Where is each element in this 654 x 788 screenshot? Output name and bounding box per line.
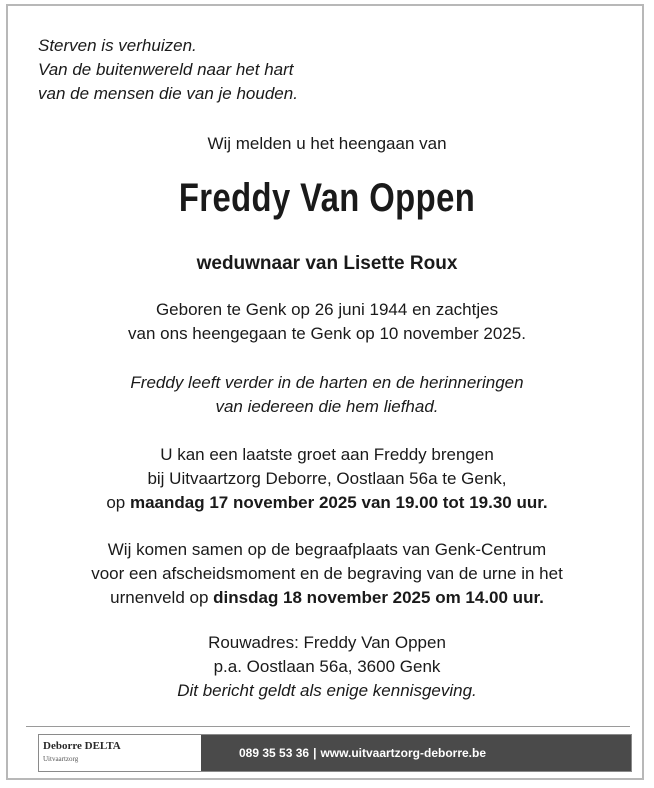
poem-line: Van de buitenwereld naar het hart <box>38 60 294 79</box>
poem-line: van de mensen die van je houden. <box>38 84 298 103</box>
memory-line: van iedereen die hem liefhad. <box>215 397 439 416</box>
visit-suffix: . <box>542 493 548 512</box>
visit-datetime: maandag 17 november 2025 van 19.00 tot 19.30 uur <box>129 493 543 512</box>
intro-text: Wij melden u het heengaan van <box>207 134 447 153</box>
visit-line <box>0 491 654 515</box>
logo-text: Deborre DELTA <box>43 740 121 752</box>
visit-line: U kan een laatste groet aan Freddy brengen <box>160 445 494 464</box>
funeral-line: voor een afscheidsmoment en de begraving van de urne in het <box>91 564 563 583</box>
visit-line: bij Uitvaartzorg Deborre, Oostlaan 56a te Genk, <box>147 469 507 488</box>
funeral-paragraph <box>0 538 654 610</box>
contact-separator: | <box>313 746 317 760</box>
address-line: p.a. Oostlaan 56a, 3600 Genk <box>213 657 441 676</box>
website-link[interactable]: www.uitvaartzorg-deborre.be <box>320 746 487 760</box>
funeral-prefix: urnenveld op <box>110 588 214 607</box>
footer-divider <box>26 726 630 727</box>
contact-bar <box>201 735 631 771</box>
phone-number: 089 35 53 36 <box>239 746 310 760</box>
birth-line: van ons heengegaan te Genk op 10 november 2025. <box>128 324 526 343</box>
poem-line: Sterven is verhuizen. <box>38 36 197 55</box>
birth-paragraph <box>0 298 654 346</box>
funeral-datetime: dinsdag 18 november 2025 om 14.00 uur <box>213 588 540 607</box>
visit-prefix: op <box>106 493 130 512</box>
memory-paragraph <box>0 371 654 419</box>
footer-banner <box>38 734 632 772</box>
logo-subtext: Uitvaartzorg <box>43 755 79 763</box>
address-paragraph <box>0 631 654 703</box>
funeral-home-logo <box>39 735 201 771</box>
birth-line: Geboren te Genk op 26 juni 1944 en zachtjes <box>155 300 499 319</box>
funeral-suffix: . <box>539 588 544 607</box>
address-line: Rouwadres: Freddy Van Oppen <box>208 633 446 652</box>
notice-line: Dit bericht geldt als enige kennisgeving. <box>177 681 477 700</box>
spouse-line: weduwnaar van Lisette Roux <box>196 253 458 274</box>
poem <box>38 34 298 106</box>
visit-paragraph <box>0 443 654 515</box>
deceased-name: Freddy Van Oppen <box>178 176 476 220</box>
funeral-line: Wij komen samen op de begraafplaats van Genk-Centrum <box>107 540 547 559</box>
funeral-line <box>0 586 654 610</box>
memory-line: Freddy leeft verder in de harten en de herinneringen <box>130 373 524 392</box>
